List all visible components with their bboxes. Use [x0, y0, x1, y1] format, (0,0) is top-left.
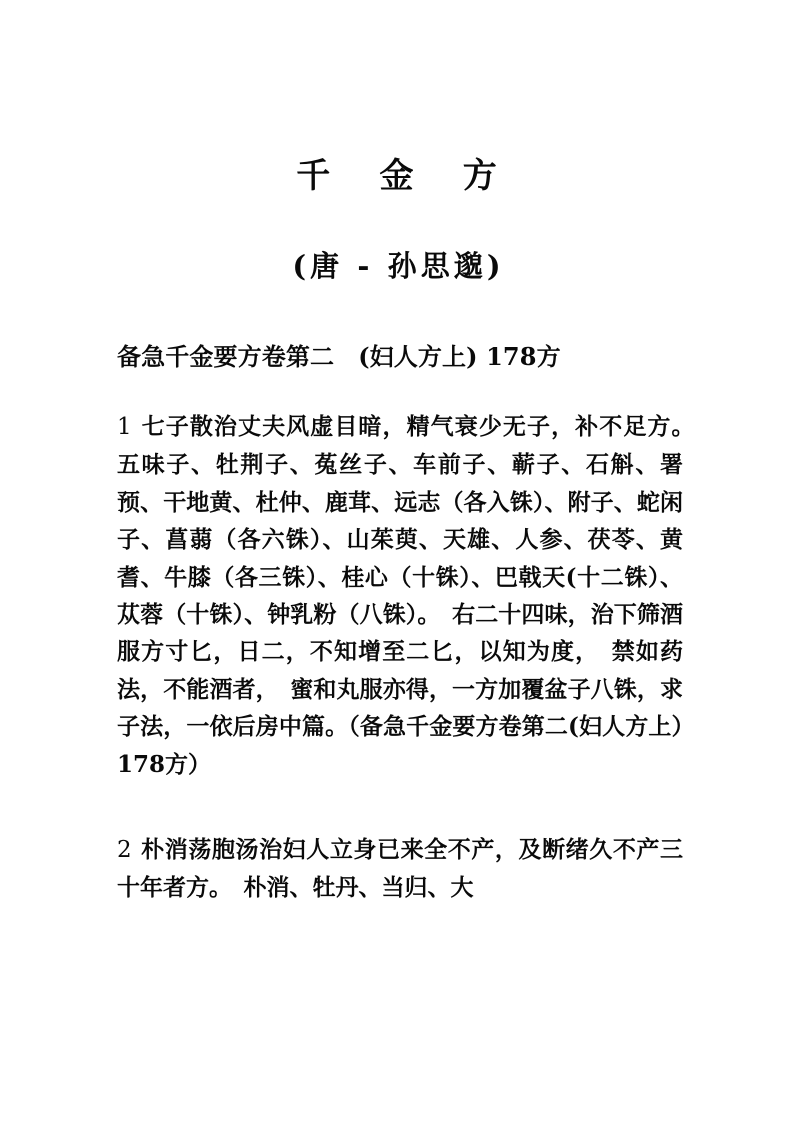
- document-body: [117, 340, 706, 907]
- entry-1-number: 1: [117, 414, 133, 440]
- page-title: 千 金 方: [296, 155, 516, 196]
- entry-2-number: 2: [117, 837, 133, 864]
- entry-2: [117, 831, 683, 907]
- section-heading: 备急千金要方卷第二 (妇人方上) 178方: [117, 342, 561, 371]
- entry-1: [117, 408, 706, 783]
- page-subtitle-author: (唐 - 孙思邈): [292, 249, 505, 284]
- entry-2-text: 朴消荡胞汤治妇人立身已来全不产，及断绪久不产三十年者方。 朴消、牡丹、当归、大: [117, 836, 683, 902]
- entry-1-text: 七子散治丈夫风虚目暗，精气衰少无子，补不足方。 五味子、牡荆子、菟丝子、车前子、蕲子、石斛、署预、干地黄、杜仲、鹿茸、远志（各入铢）、附子、蛇闲子、菖蒻（各六铢）、山茱萸、天雄、人参、茯苓、黄耆、牛膝（各三铢）、桂心（十铢）、巴戟天(十二铢）、苁蓉（十铢）、钟乳粉（八铢）。 右二十四味，治下筛酒服方寸匕，日二，不知增至二匕，以知为度， 禁如药法，不能酒者， 蜜和丸服亦得，一方加覆盆子八铢，求子法，一依后房中篇。（备急千金要方卷第二(妇人方上）178方）: [117, 413, 706, 778]
